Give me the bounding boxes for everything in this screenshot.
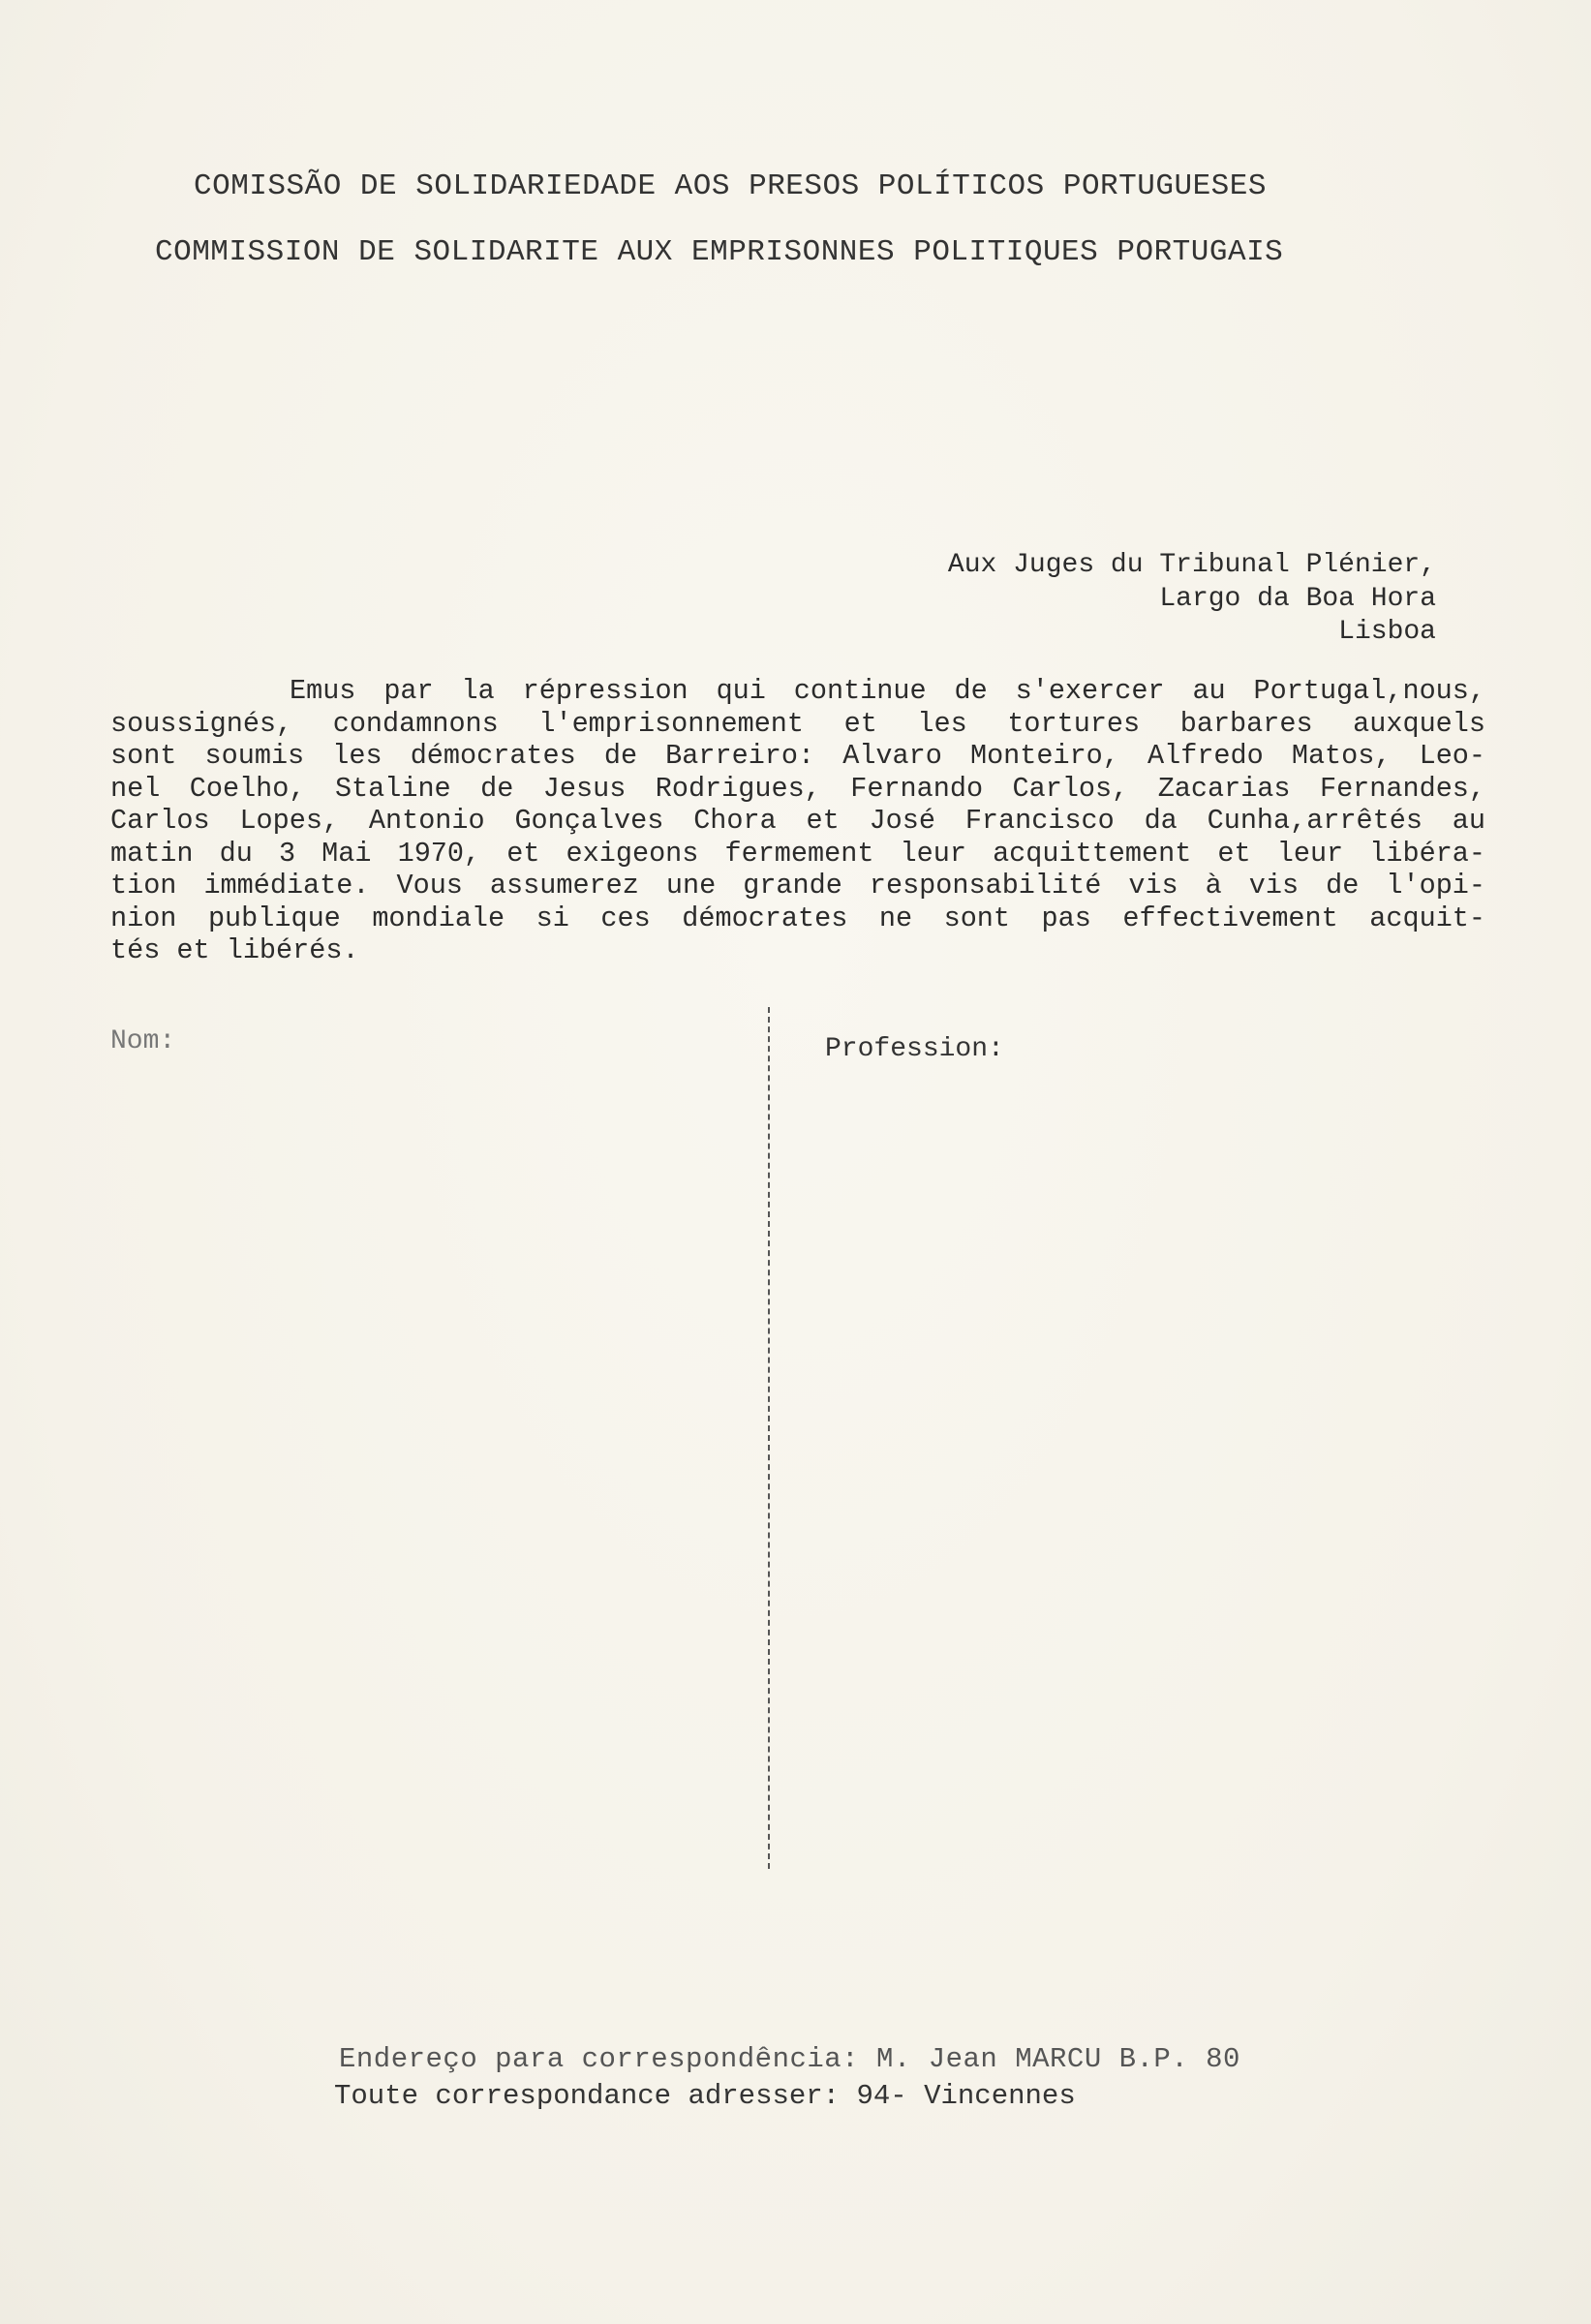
body-line: matin du 3 Mai 1970, et exigeons fermement leur acquittement et leur libéra- — [110, 837, 1485, 870]
body-line: tés et libérés. — [110, 934, 359, 966]
body-line: tion immédiate. Vous assumerez une grande responsabilité vis à vis de l'opi- — [110, 870, 1485, 902]
letter-body — [110, 675, 1485, 967]
addressee-line-2: Largo da Boa Hora — [1159, 584, 1436, 614]
column-divider — [768, 1007, 770, 1869]
addressee-line-1: Aux Juges du Tribunal Plénier, — [947, 550, 1436, 580]
body-line: nion publique mondiale si ces démocrates ne sont pas effectivement acquit- — [110, 902, 1485, 934]
body-line: sont soumis les démocrates de Barreiro: Alvaro Monteiro, Alfredo Matos, Leo- — [110, 740, 1485, 772]
body-line: Emus par la répression qui continue de s'exercer au Portugal,nous, — [290, 675, 1485, 707]
body-line: soussignés, condamnons l'emprisonnement et les tortures barbares auxquels — [110, 707, 1485, 740]
addressee-line-3: Lisboa — [1338, 617, 1436, 647]
body-line: Carlos Lopes, Antonio Gonçalves Chora et José Francisco da Cunha,arrêtés au — [110, 805, 1485, 837]
nom-field-label: Nom: — [110, 1026, 176, 1056]
header-title-portuguese: COMISSÃO DE SOLIDARIEDADE AOS PRESOS POLÍTICOS PORTUGUESES — [194, 169, 1267, 203]
footer-correspondence-french: Toute correspondance adresser: 94- Vincennes — [334, 2080, 1076, 2112]
profession-field-label: Profession: — [825, 1034, 1004, 1064]
header-title-french: COMMISSION DE SOLIDARITE AUX EMPRISONNES POLITIQUES PORTUGAIS — [155, 235, 1284, 269]
body-line: nel Coelho, Staline de Jesus Rodrigues, Fernando Carlos, Zacarias Fernandes, — [110, 772, 1485, 805]
footer-correspondence-portuguese: Endereço para correspondência: M. Jean MARCU B.P. 80 — [339, 2043, 1240, 2075]
